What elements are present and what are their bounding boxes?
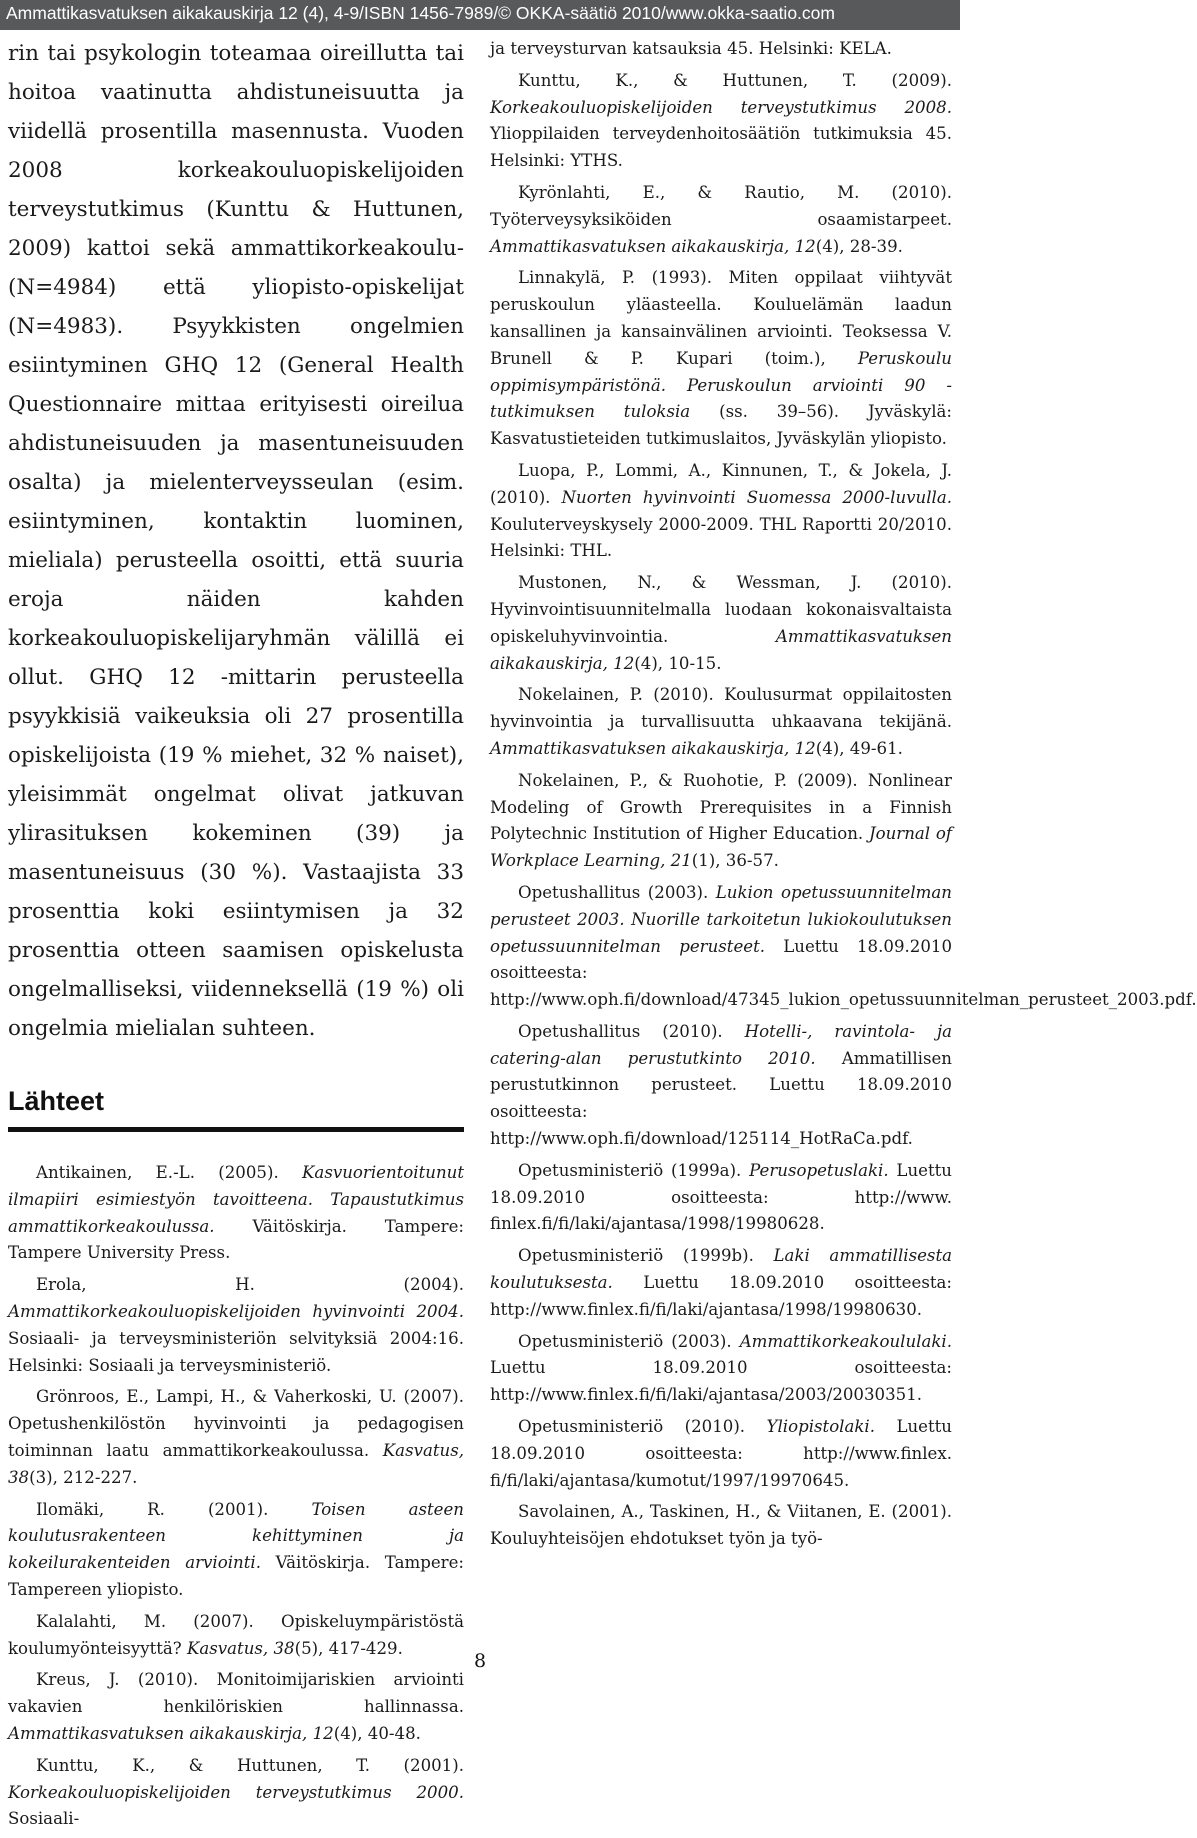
reference-entry	[490, 570, 952, 677]
reference-entry	[490, 1329, 952, 1409]
reference-entry	[8, 1160, 464, 1267]
reference-entry	[8, 1497, 464, 1604]
reference-title: Kasvuorientoitunut ilmapiiri esimiestyön tavoitteena. Tapaustutkimus ammattikorkeakoulussa.	[8, 1163, 464, 1236]
reference-text: Opetusministeriö (1999b).	[518, 1246, 774, 1266]
reference-text: Sosiaali- ja terveysministeriön selvityksiä 2004:16. Helsinki: Sosiaali ja terveysministeriö.	[8, 1328, 464, 1375]
reference-text: Sosiaali-	[8, 1809, 80, 1829]
reference-title: Journal of Workplace Learning, 21	[490, 824, 952, 871]
reference-title: Perusopetuslaki.	[749, 1160, 889, 1180]
reference-title: Toisen asteen koulutusrakenteen kehittyminen ja kokeilurakenteiden arviointi.	[8, 1499, 464, 1573]
reference-text: Ilomäki, R. (2001).	[36, 1499, 312, 1519]
references-list-right	[490, 36, 1197, 1553]
page-number: 8	[474, 1650, 487, 1672]
reference-title: Kasvatus, 38	[8, 1440, 464, 1487]
reference-text: Opetusministeriö (2003).	[518, 1331, 740, 1351]
reference-entry	[490, 180, 952, 260]
journal-header-text: Ammattikasvatuksen aikakauskirja 12 (4), 4-9/ISBN 1456-7989/© OKKA-säätiö 2010/www.okka-saatio.com	[6, 3, 835, 23]
reference-title: Peruskoulu oppimisympäristönä. Peruskoulun arviointi 90 -tutkimuksen tuloksia	[490, 348, 952, 422]
reference-entry	[8, 1384, 464, 1491]
reference-text: Linnakylä, P. (1993). Miten oppilaat viihtyvät peruskoulun yläasteella. Kouluelämän laadun kansallinen ja kansainvälinen arviointi. Teoksessa V. Brunell & P. Kupari (toim.),	[490, 268, 952, 368]
reference-title: Korkeakouluopiskelijoiden terveystutkimus 2000.	[8, 1782, 464, 1802]
reference-entry	[490, 1499, 952, 1553]
reference-text: (3), 212-227.	[29, 1467, 138, 1487]
reference-text: (4), 10-15.	[634, 653, 722, 673]
reference-text: Kunttu, K., & Huttunen, T. (2001).	[36, 1755, 464, 1775]
reference-text: Ammatillisen perustutkinnon perusteet. Luettu 18.09.2010 osoitteesta: http://www.oph.fi/download/125114_HotRaCa.pdf.	[490, 1048, 952, 1149]
reference-text: ja terveysturvan katsauksia 45. Helsinki: KELA.	[490, 39, 892, 58]
reference-title: Nuorten hyvinvointi Suomessa 2000-luvulla.	[561, 487, 953, 507]
reference-title: Lukion opetussuunnitelman perusteet 2003. Nuorille tarkoitetun lukiokoulutuksen opetussuunnitelman perusteet.	[490, 882, 952, 956]
journal-header-bar	[0, 0, 960, 30]
reference-text: Kouluterveyskysely 2000-2009. THL Raportti 20/2010. Helsinki: THL.	[490, 514, 952, 561]
reference-entry	[490, 36, 952, 63]
reference-title: Ammattikasvatuksen aikakauskirja, 12	[490, 738, 816, 758]
reference-entry	[490, 768, 952, 875]
reference-text: Erola, H. (2004).	[36, 1275, 464, 1295]
reference-title: Ammattikasvatuksen aikakauskirja, 12	[8, 1723, 334, 1743]
reference-text: Opetusministeriö (1999a).	[518, 1160, 750, 1180]
reference-text: Kyrönlahti, E., & Rautio, M. (2010). Työterveysyksiköiden osaamistarpeet.	[490, 182, 952, 229]
reference-text: (4), 49-61.	[815, 738, 903, 758]
reference-title: Ammattikasvatuksen aikakauskirja, 12	[490, 626, 952, 673]
reference-text: Opetushallitus (2010).	[518, 1021, 745, 1041]
reference-text: Kalalahti, M. (2007). Opiskeluympäristöstä koulumyönteisyyttä?	[8, 1611, 464, 1658]
reference-title: Ammattikorkeakouluopiskelijoiden hyvinvointi 2004.	[8, 1301, 464, 1321]
reference-title: Korkeakouluopiskelijoiden terveystutkimus 2008.	[490, 97, 952, 117]
right-column	[490, 36, 1197, 1558]
reference-text: Savolainen, A., Taskinen, H., & Viitanen, E. (2001). Kouluyhteisöjen ehdotukset työn ja työ-	[490, 1502, 952, 1549]
reference-text: Grönroos, E., Lampi, H., & Vaherkoski, U. (2007). Opetushenkilöstön hyvinvointi ja pedagogisen toiminnan laatu ammattikorkeakoulussa.	[8, 1387, 464, 1460]
reference-text: Luettu 18.09.2010 osoitteesta: http://www. finlex.fi/fi/laki/ajantasa/1998/19980628.	[490, 1160, 952, 1234]
reference-entry	[490, 1158, 952, 1238]
reference-text: Kunttu, K., & Huttunen, T. (2009).	[518, 70, 952, 90]
reference-text: Ylioppilaiden terveydenhoitosäätiön tutkimuksia 45. Helsinki: YTHS.	[490, 124, 952, 171]
reference-text: Väitöskirja. Tampere: Tampere University Press.	[8, 1216, 464, 1263]
reference-entry	[490, 1243, 952, 1323]
reference-entry	[8, 1753, 464, 1833]
reference-entry	[8, 1609, 464, 1663]
reference-text: Opetushallitus (2003).	[518, 882, 716, 902]
reference-entry	[490, 68, 952, 175]
reference-entry	[490, 682, 952, 762]
reference-entry	[8, 1667, 464, 1747]
reference-text: Kreus, J. (2010). Monitoimijariskien arviointi vakavien henkilöriskien hallinnassa.	[8, 1670, 464, 1717]
reference-entry	[8, 1272, 464, 1379]
reference-text: (4), 40-48.	[333, 1723, 421, 1743]
reference-text: Luopa, P., Lommi, A., Kinnunen, T., & Jokela, J. (2010).	[490, 460, 952, 507]
reference-text: Mustonen, N., & Wessman, J. (2010). Hyvinvointisuunnitelmalla luodaan kokonaisvaltaista opiskeluhyvinvointia.	[490, 573, 952, 646]
reference-title: Ammattikorkeakoululaki.	[739, 1331, 952, 1351]
body-paragraph: rin tai psykologin toteamaa oireillutta tai hoitoa vaatinutta ahdistuneisuutta ja viidellä prosentilla masennusta. Vuoden 2008 korkeakouluopiskelijoiden terveystutkimus (Kunttu & Huttunen, 2009) kattoi sekä ammattikorkeakoulu- (N=4984) että yliopisto-opiskelijat (N=4983). Psyykkisten ongelmien esiintyminen GHQ 12 (General Health Questionnaire mittaa erityisesti oireilua ahdistuneisuuden ja masentuneisuuden osalta) ja mielenterveysseulan (esim. esiintyminen, kontaktin luominen, mieliala) perusteella osoitti, että suuria eroja näiden kahden korkeakouluopiskelijaryhmän välillä ei ollut. GHQ 12 -mittarin perusteella psyykkisiä vaikeuksia oli 27 prosentilla opiskelijoista (19 % miehet, 32 % naiset), yleisimmät ongelmat olivat jatkuvan ylirasituksen kokeminen (39) ja masentuneisuus (30 %). Vastaajista 33 prosenttia koki esiintymisen ja 32 prosenttia otteen saamisen opiskelusta ongelmalliseksi, viidenneksellä (19 %) oli ongelmia mielialan suhteen.	[8, 41, 464, 1041]
reference-entry	[490, 1414, 952, 1494]
reference-text: Luettu 18.09.2010 osoitteesta: http://www.finlex.fi/fi/laki/ajantasa/1998/19980630.	[490, 1273, 952, 1319]
reference-title: Yliopistolaki.	[766, 1417, 876, 1437]
reference-title: Laki ammatillisesta koulutuksesta.	[490, 1246, 952, 1293]
reference-title: Hotelli-, ravintola- ja catering-alan perustutkinto 2010.	[490, 1021, 953, 1068]
reference-text: Nokelainen, P. (2010). Koulusurmat oppilaitosten hyvinvointia ja turvallisuutta uhkaavana tekijänä.	[490, 685, 952, 732]
reference-text: Väitöskirja. Tampere: Tampereen yliopisto.	[8, 1553, 464, 1599]
references-heading: Lähteet	[8, 1086, 464, 1132]
reference-text: Nokelainen, P., & Ruohotie, P. (2009). Nonlinear Modeling of Growth Prerequisites in a Finnish Polytechnic Institution of Higher Education.	[490, 770, 952, 844]
reference-text: (ss. 39–56). Jyväskylä: Kasvatustieteiden tutkimuslaitos, Jyväskylän yliopisto.	[490, 402, 952, 449]
reference-text: (1), 36-57.	[691, 851, 779, 871]
reference-entry	[490, 880, 1197, 1014]
reference-title: Ammattikasvatuksen aikakauskirja, 12	[490, 236, 816, 256]
left-column	[8, 34, 464, 1838]
references-list-left	[8, 1160, 464, 1833]
reference-text: (5), 417-429.	[294, 1638, 403, 1658]
reference-entry	[490, 265, 952, 453]
reference-entry	[490, 458, 952, 565]
reference-text: Opetusministeriö (2010).	[518, 1417, 767, 1437]
reference-text: Luettu 18.09.2010 osoitteesta: http://www.finlex.fi/fi/laki/ajantasa/2003/20030351.	[490, 1358, 952, 1405]
reference-entry	[490, 1019, 952, 1153]
reference-text: Luettu 18.09.2010 osoitteesta: http://www.finlex. fi/fi/laki/ajantasa/kumotut/1997/19970645.	[490, 1417, 952, 1490]
reference-text: (4), 28-39.	[815, 236, 903, 256]
reference-text: Luettu 18.09.2010 osoitteesta: http://www.oph.fi/download/47345_lukion_opetussuunnitelman_perusteet_2003.pdf.	[490, 936, 1197, 1010]
reference-title: Kasvatus, 38	[186, 1638, 295, 1658]
reference-text: Antikainen, E.-L. (2005).	[36, 1163, 303, 1182]
